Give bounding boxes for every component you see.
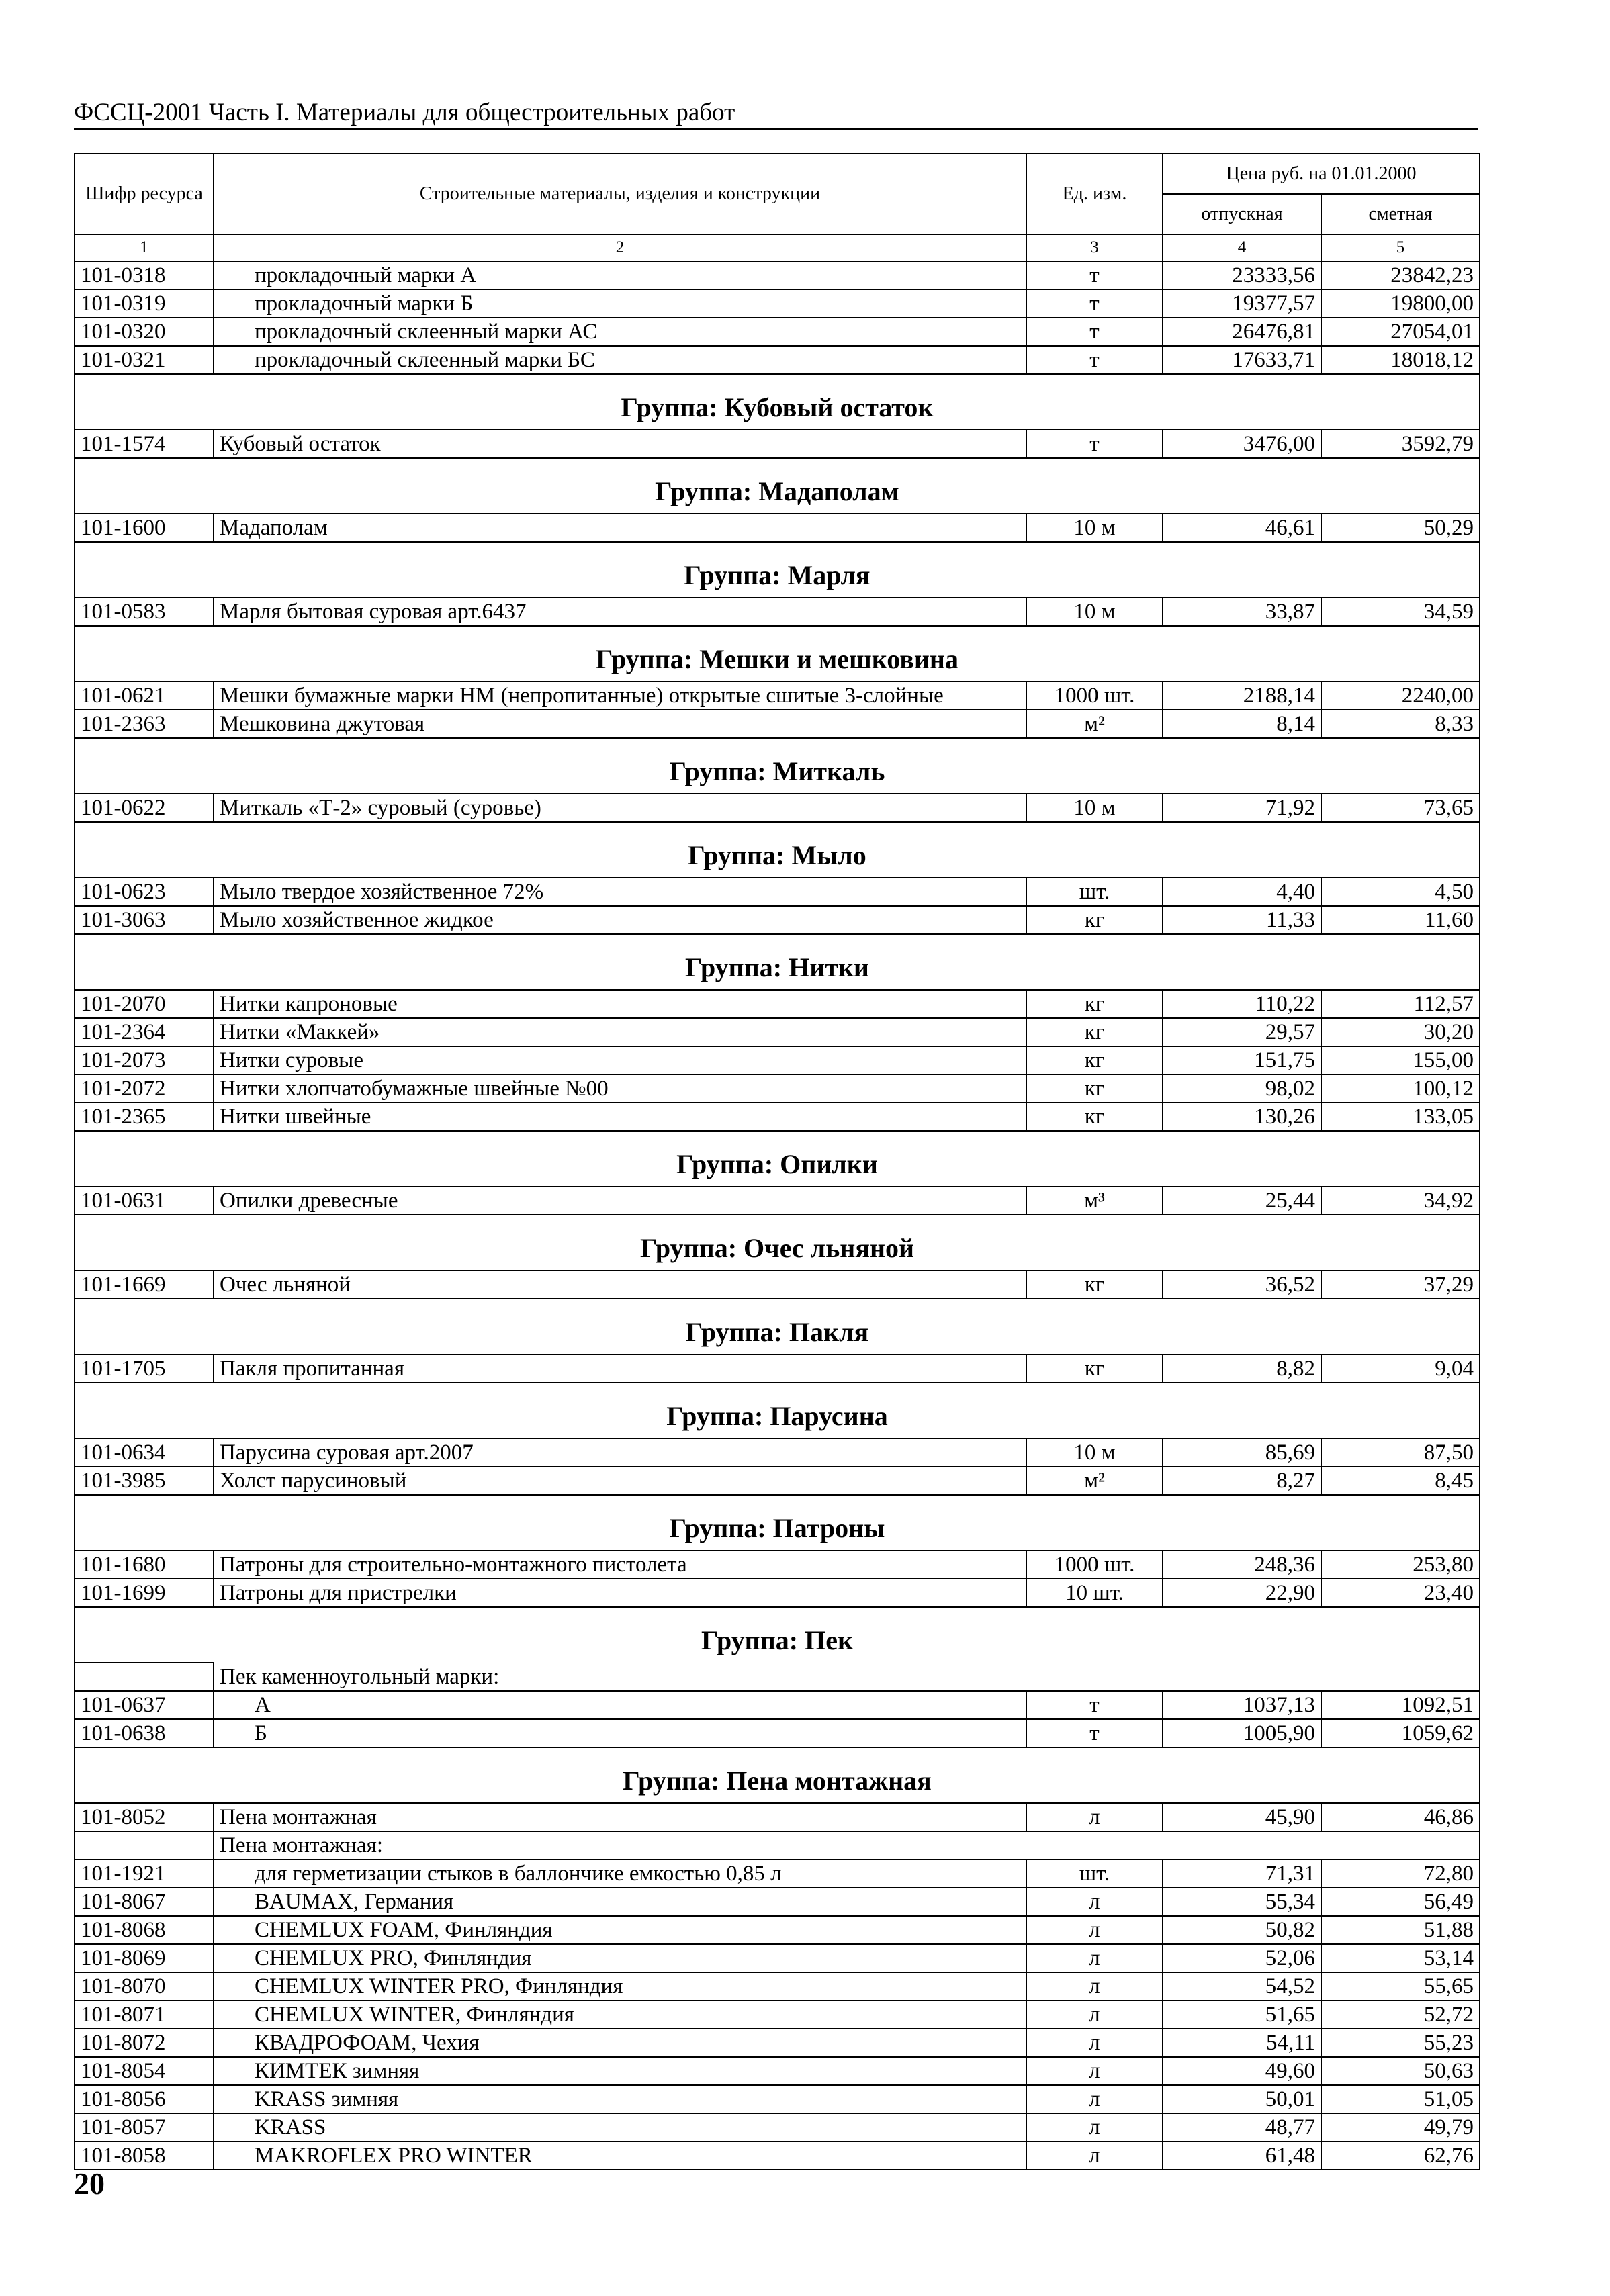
resource-code: 101-3063: [75, 906, 214, 934]
column-number: 4: [1163, 234, 1321, 261]
unit: м²: [1026, 1467, 1163, 1495]
table-row: [75, 2001, 1480, 2029]
resource-code: 101-0319: [75, 289, 214, 318]
release-price: 8,14: [1163, 710, 1321, 738]
group-title: Группа: Патроны: [75, 1495, 1480, 1551]
estimate-price: 27054,01: [1321, 318, 1480, 346]
unit: 10 м: [1026, 1438, 1163, 1467]
release-price: 23333,56: [1163, 261, 1321, 289]
material-name: Патроны для строительно-монтажного пистолета: [214, 1551, 1026, 1579]
material-name: А: [214, 1691, 1026, 1719]
release-price: 2188,14: [1163, 682, 1321, 710]
resource-code: 101-1669: [75, 1271, 214, 1299]
group-heading-row: [75, 1747, 1480, 1803]
material-name: Нитки «Маккей»: [214, 1018, 1026, 1046]
unit: т: [1026, 289, 1163, 318]
group-heading-row: [75, 934, 1480, 990]
release-price: 54,52: [1163, 1972, 1321, 2001]
material-name: Пакля пропитанная: [214, 1354, 1026, 1383]
resource-code: 101-0634: [75, 1438, 214, 1467]
unit: л: [1026, 2085, 1163, 2113]
table-row: [75, 682, 1480, 710]
header-unit: Ед. изм.: [1026, 154, 1163, 234]
release-price: 36,52: [1163, 1271, 1321, 1299]
material-name: CHEMLUX WINTER PRO, Финляндия: [214, 1972, 1026, 2001]
table-row: [75, 2057, 1480, 2085]
subheading-code-cell: [75, 1831, 214, 1859]
unit: кг: [1026, 1074, 1163, 1103]
subheading-text: Пена монтажная:: [214, 1831, 1480, 1859]
estimate-price: 34,92: [1321, 1187, 1480, 1215]
table-row: [75, 1046, 1480, 1074]
table-row: [75, 1859, 1480, 1888]
group-title: Группа: Пек: [75, 1607, 1480, 1663]
resource-code: 101-8057: [75, 2113, 214, 2142]
estimate-price: 9,04: [1321, 1354, 1480, 1383]
column-number: 1: [75, 234, 214, 261]
resource-code: 101-8052: [75, 1803, 214, 1831]
group-heading-row: [75, 374, 1480, 430]
table-row: [75, 990, 1480, 1018]
estimate-price: 112,57: [1321, 990, 1480, 1018]
unit: м³: [1026, 1187, 1163, 1215]
material-name: КИМТЕК зимняя: [214, 2057, 1026, 2085]
resource-code: 101-0318: [75, 261, 214, 289]
release-price: 85,69: [1163, 1438, 1321, 1467]
table-row: [75, 1551, 1480, 1579]
material-name: прокладочный марки Б: [214, 289, 1026, 318]
page-number: 20: [74, 2166, 105, 2201]
unit: кг: [1026, 1271, 1163, 1299]
material-name: CHEMLUX WINTER, Финляндия: [214, 2001, 1026, 2029]
table-row: [75, 1803, 1480, 1831]
group-heading-row: [75, 822, 1480, 878]
group-title: Группа: Миткаль: [75, 738, 1480, 794]
estimate-price: 8,33: [1321, 710, 1480, 738]
unit: т: [1026, 261, 1163, 289]
table-row: [75, 1103, 1480, 1131]
group-title: Группа: Пена монтажная: [75, 1747, 1480, 1803]
unit: 10 м: [1026, 794, 1163, 822]
material-name: Нитки хлопчатобумажные швейные №00: [214, 1074, 1026, 1103]
price-table: [74, 153, 1480, 2170]
table-row: [75, 1438, 1480, 1467]
estimate-price: 34,59: [1321, 598, 1480, 626]
release-price: 50,82: [1163, 1916, 1321, 1944]
resource-code: 101-0320: [75, 318, 214, 346]
table-row: [75, 1074, 1480, 1103]
estimate-price: 155,00: [1321, 1046, 1480, 1074]
estimate-price: 19800,00: [1321, 289, 1480, 318]
column-number: 2: [214, 234, 1026, 261]
material-name: прокладочный марки А: [214, 261, 1026, 289]
table-row: [75, 1579, 1480, 1607]
release-price: 52,06: [1163, 1944, 1321, 1972]
material-name: Мешковина джутовая: [214, 710, 1026, 738]
group-title: Группа: Парусина: [75, 1383, 1480, 1438]
resource-code: 101-8054: [75, 2057, 214, 2085]
estimate-price: 53,14: [1321, 1944, 1480, 1972]
estimate-price: 18018,12: [1321, 346, 1480, 374]
estimate-price: 49,79: [1321, 2113, 1480, 2142]
group-title: Группа: Очес льняной: [75, 1215, 1480, 1271]
release-price: 4,40: [1163, 878, 1321, 906]
release-price: 11,33: [1163, 906, 1321, 934]
material-name: MAKROFLEX PRO WINTER: [214, 2142, 1026, 2170]
table-row: [75, 1271, 1480, 1299]
release-price: 25,44: [1163, 1187, 1321, 1215]
table-row: [75, 2142, 1480, 2170]
header-estimate-price: сметная: [1321, 194, 1480, 234]
column-number: 3: [1026, 234, 1163, 261]
table-row: [75, 346, 1480, 374]
table-row: [75, 2113, 1480, 2142]
unit: шт.: [1026, 1859, 1163, 1888]
material-name: Мадаполам: [214, 514, 1026, 542]
table-row: [75, 1916, 1480, 1944]
material-name: KRASS: [214, 2113, 1026, 2142]
subheading-row: [75, 1663, 1480, 1691]
resource-code: 101-2364: [75, 1018, 214, 1046]
resource-code: 101-3985: [75, 1467, 214, 1495]
table-row: [75, 1888, 1480, 1916]
table-row: [75, 710, 1480, 738]
estimate-price: 2240,00: [1321, 682, 1480, 710]
estimate-price: 46,86: [1321, 1803, 1480, 1831]
unit: л: [1026, 1972, 1163, 2001]
estimate-price: 55,23: [1321, 2029, 1480, 2057]
estimate-price: 55,65: [1321, 1972, 1480, 2001]
material-name: BAUMAX, Германия: [214, 1888, 1026, 1916]
unit: л: [1026, 1944, 1163, 1972]
material-name: CHEMLUX FOAM, Финляндия: [214, 1916, 1026, 1944]
unit: т: [1026, 1691, 1163, 1719]
table-row: [75, 1972, 1480, 2001]
unit: т: [1026, 346, 1163, 374]
resource-code: 101-1921: [75, 1859, 214, 1888]
unit: л: [1026, 2057, 1163, 2085]
resource-code: 101-0623: [75, 878, 214, 906]
document-title: ФССЦ-2001 Часть I. Материалы для общестроительных работ: [74, 99, 735, 126]
release-price: 17633,71: [1163, 346, 1321, 374]
unit: т: [1026, 1719, 1163, 1747]
table-row: [75, 794, 1480, 822]
resource-code: 101-1574: [75, 430, 214, 458]
unit: кг: [1026, 1018, 1163, 1046]
release-price: 51,65: [1163, 2001, 1321, 2029]
estimate-price: 52,72: [1321, 2001, 1480, 2029]
release-price: 33,87: [1163, 598, 1321, 626]
resource-code: 101-2070: [75, 990, 214, 1018]
group-heading-row: [75, 1215, 1480, 1271]
unit: 1000 шт.: [1026, 682, 1163, 710]
table-row: [75, 1018, 1480, 1046]
material-name: Марля бытовая суровая арт.6437: [214, 598, 1026, 626]
material-name: Мешки бумажные марки НМ (непропитанные) открытые сшитые 3-слойные: [214, 682, 1026, 710]
unit: л: [1026, 2029, 1163, 2057]
unit: м²: [1026, 710, 1163, 738]
release-price: 130,26: [1163, 1103, 1321, 1131]
release-price: 71,31: [1163, 1859, 1321, 1888]
group-heading-row: [75, 1383, 1480, 1438]
unit: 10 м: [1026, 514, 1163, 542]
estimate-price: 3592,79: [1321, 430, 1480, 458]
material-name: KRASS зимняя: [214, 2085, 1026, 2113]
table-row: [75, 598, 1480, 626]
release-price: 1037,13: [1163, 1691, 1321, 1719]
estimate-price: 87,50: [1321, 1438, 1480, 1467]
resource-code: 101-0621: [75, 682, 214, 710]
release-price: 26476,81: [1163, 318, 1321, 346]
resource-code: 101-1600: [75, 514, 214, 542]
table-row: [75, 1467, 1480, 1495]
group-heading-row: [75, 626, 1480, 682]
material-name: Миткаль «Т-2» суровый (суровье): [214, 794, 1026, 822]
column-number: 5: [1321, 234, 1480, 261]
resource-code: 101-0631: [75, 1187, 214, 1215]
estimate-price: 50,63: [1321, 2057, 1480, 2085]
group-title: Группа: Нитки: [75, 934, 1480, 990]
resource-code: 101-8058: [75, 2142, 214, 2170]
table-body: [75, 261, 1480, 2170]
resource-code: 101-0622: [75, 794, 214, 822]
material-name: Нитки суровые: [214, 1046, 1026, 1074]
release-price: 98,02: [1163, 1074, 1321, 1103]
estimate-price: 1092,51: [1321, 1691, 1480, 1719]
release-price: 54,11: [1163, 2029, 1321, 2057]
table-row: [75, 2085, 1480, 2113]
table-row: [75, 514, 1480, 542]
header-name: Строительные материалы, изделия и конструкции: [214, 154, 1026, 234]
resource-code: 101-8069: [75, 1944, 214, 1972]
resource-code: 101-1699: [75, 1579, 214, 1607]
material-name: Очес льняной: [214, 1271, 1026, 1299]
unit: 10 м: [1026, 598, 1163, 626]
resource-code: 101-8072: [75, 2029, 214, 2057]
material-name: Пена монтажная: [214, 1803, 1026, 1831]
unit: 10 шт.: [1026, 1579, 1163, 1607]
unit: л: [1026, 1803, 1163, 1831]
release-price: 55,34: [1163, 1888, 1321, 1916]
unit: л: [1026, 2001, 1163, 2029]
estimate-price: 253,80: [1321, 1551, 1480, 1579]
release-price: 248,36: [1163, 1551, 1321, 1579]
material-name: прокладочный склеенный марки БС: [214, 346, 1026, 374]
header-code: Шифр ресурса: [75, 154, 214, 234]
material-name: Кубовый остаток: [214, 430, 1026, 458]
price-table-container: [74, 153, 1479, 2170]
column-number-row: [75, 234, 1480, 261]
group-heading-row: [75, 738, 1480, 794]
estimate-price: 11,60: [1321, 906, 1480, 934]
unit: л: [1026, 2113, 1163, 2142]
table-row: [75, 1691, 1480, 1719]
group-heading-row: [75, 458, 1480, 514]
estimate-price: 50,29: [1321, 514, 1480, 542]
estimate-price: 4,50: [1321, 878, 1480, 906]
table-row: [75, 1944, 1480, 1972]
release-price: 45,90: [1163, 1803, 1321, 1831]
header-price: Цена руб. на 01.01.2000: [1163, 154, 1480, 194]
table-row: [75, 2029, 1480, 2057]
material-name: Б: [214, 1719, 1026, 1747]
estimate-price: 62,76: [1321, 2142, 1480, 2170]
header-release-price: отпускная: [1163, 194, 1321, 234]
resource-code: 101-2363: [75, 710, 214, 738]
material-name: Парусина суровая арт.2007: [214, 1438, 1026, 1467]
unit: т: [1026, 318, 1163, 346]
unit: кг: [1026, 1046, 1163, 1074]
unit: кг: [1026, 1103, 1163, 1131]
estimate-price: 1059,62: [1321, 1719, 1480, 1747]
resource-code: 101-8070: [75, 1972, 214, 2001]
release-price: 22,90: [1163, 1579, 1321, 1607]
group-heading-row: [75, 1131, 1480, 1187]
subheading-text: Пек каменноугольный марки:: [214, 1663, 1480, 1691]
resource-code: 101-0583: [75, 598, 214, 626]
estimate-price: 72,80: [1321, 1859, 1480, 1888]
subheading-code-cell: [75, 1663, 214, 1691]
unit: кг: [1026, 990, 1163, 1018]
release-price: 50,01: [1163, 2085, 1321, 2113]
resource-code: 101-8071: [75, 2001, 214, 2029]
release-price: 49,60: [1163, 2057, 1321, 2085]
release-price: 3476,00: [1163, 430, 1321, 458]
material-name: CHEMLUX PRO, Финляндия: [214, 1944, 1026, 1972]
material-name: Опилки древесные: [214, 1187, 1026, 1215]
estimate-price: 8,45: [1321, 1467, 1480, 1495]
unit: кг: [1026, 906, 1163, 934]
table-row: [75, 1187, 1480, 1215]
material-name: Нитки швейные: [214, 1103, 1026, 1131]
unit: л: [1026, 1888, 1163, 1916]
group-title: Группа: Мадаполам: [75, 458, 1480, 514]
release-price: 19377,57: [1163, 289, 1321, 318]
group-heading-row: [75, 1299, 1480, 1354]
estimate-price: 73,65: [1321, 794, 1480, 822]
resource-code: 101-8056: [75, 2085, 214, 2113]
unit: шт.: [1026, 878, 1163, 906]
release-price: 110,22: [1163, 990, 1321, 1018]
resource-code: 101-8067: [75, 1888, 214, 1916]
table-row: [75, 906, 1480, 934]
table-row: [75, 289, 1480, 318]
release-price: 71,92: [1163, 794, 1321, 822]
unit: 1000 шт.: [1026, 1551, 1163, 1579]
page-header: [74, 99, 1478, 130]
group-title: Группа: Опилки: [75, 1131, 1480, 1187]
unit: л: [1026, 1916, 1163, 1944]
resource-code: 101-1705: [75, 1354, 214, 1383]
group-title: Группа: Мешки и мешковина: [75, 626, 1480, 682]
estimate-price: 51,88: [1321, 1916, 1480, 1944]
group-title: Группа: Мыло: [75, 822, 1480, 878]
resource-code: 101-2073: [75, 1046, 214, 1074]
table-row: [75, 261, 1480, 289]
unit: т: [1026, 430, 1163, 458]
material-name: Мыло твердое хозяйственное 72%: [214, 878, 1026, 906]
estimate-price: 51,05: [1321, 2085, 1480, 2113]
table-row: [75, 1719, 1480, 1747]
unit: кг: [1026, 1354, 1163, 1383]
release-price: 1005,90: [1163, 1719, 1321, 1747]
estimate-price: 56,49: [1321, 1888, 1480, 1916]
unit: л: [1026, 2142, 1163, 2170]
material-name: Мыло хозяйственное жидкое: [214, 906, 1026, 934]
release-price: 8,27: [1163, 1467, 1321, 1495]
material-name: прокладочный склеенный марки АС: [214, 318, 1026, 346]
resource-code: 101-2072: [75, 1074, 214, 1103]
resource-code: 101-8068: [75, 1916, 214, 1944]
estimate-price: 37,29: [1321, 1271, 1480, 1299]
release-price: 61,48: [1163, 2142, 1321, 2170]
resource-code: 101-0321: [75, 346, 214, 374]
resource-code: 101-0638: [75, 1719, 214, 1747]
group-heading-row: [75, 1495, 1480, 1551]
group-heading-row: [75, 1607, 1480, 1663]
resource-code: 101-2365: [75, 1103, 214, 1131]
release-price: 8,82: [1163, 1354, 1321, 1383]
group-heading-row: [75, 542, 1480, 598]
estimate-price: 100,12: [1321, 1074, 1480, 1103]
subheading-row: [75, 1831, 1480, 1859]
material-name: Нитки капроновые: [214, 990, 1026, 1018]
group-title: Группа: Марля: [75, 542, 1480, 598]
release-price: 151,75: [1163, 1046, 1321, 1074]
material-name: Патроны для пристрелки: [214, 1579, 1026, 1607]
release-price: 29,57: [1163, 1018, 1321, 1046]
estimate-price: 30,20: [1321, 1018, 1480, 1046]
table-row: [75, 1354, 1480, 1383]
material-name: КВАДРОФОАМ, Чехия: [214, 2029, 1026, 2057]
resource-code: 101-0637: [75, 1691, 214, 1719]
resource-code: 101-1680: [75, 1551, 214, 1579]
release-price: 48,77: [1163, 2113, 1321, 2142]
estimate-price: 23842,23: [1321, 261, 1480, 289]
table-row: [75, 430, 1480, 458]
table-row: [75, 318, 1480, 346]
table-row: [75, 878, 1480, 906]
group-title: Группа: Кубовый остаток: [75, 374, 1480, 430]
material-name: Холст парусиновый: [214, 1467, 1026, 1495]
estimate-price: 23,40: [1321, 1579, 1480, 1607]
material-name: для герметизации стыков в баллончике емкостью 0,85 л: [214, 1859, 1026, 1888]
release-price: 46,61: [1163, 514, 1321, 542]
group-title: Группа: Пакля: [75, 1299, 1480, 1354]
estimate-price: 133,05: [1321, 1103, 1480, 1131]
